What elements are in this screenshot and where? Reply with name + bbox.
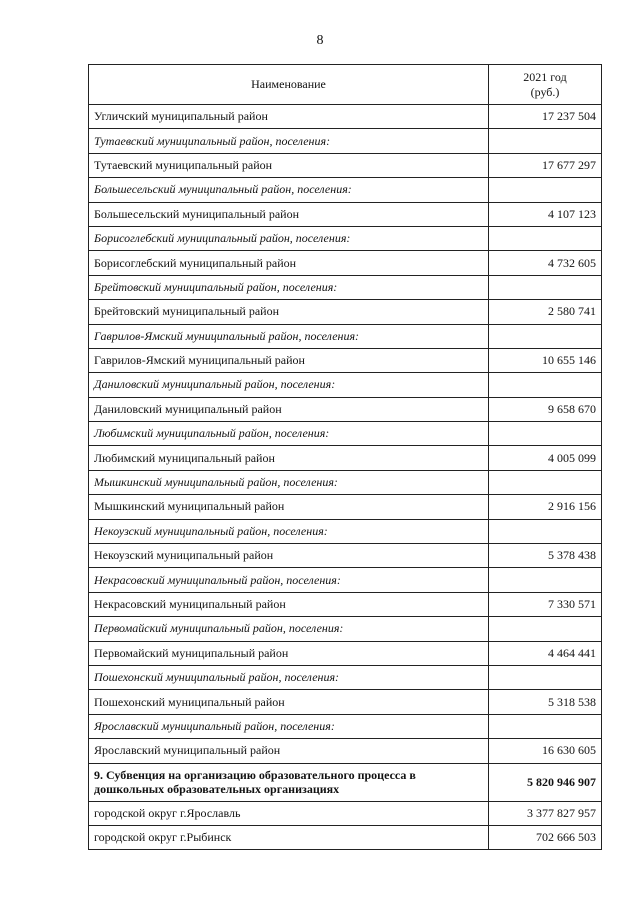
table-row xyxy=(89,153,602,177)
group-row xyxy=(89,470,602,494)
district-name: Большесельский муниципальный район xyxy=(89,202,489,226)
city-value: 702 666 503 xyxy=(489,825,602,849)
amount-cell xyxy=(489,714,602,738)
amount-cell xyxy=(489,275,602,299)
district-name: Мышкинский муниципальный район xyxy=(89,495,489,519)
group-label: Некоузский муниципальный район, поселения: xyxy=(89,519,489,543)
group-label: Борисоглебский муниципальный район, поселения: xyxy=(89,226,489,250)
group-row xyxy=(89,373,602,397)
amount-cell xyxy=(489,226,602,250)
amount-cell xyxy=(489,422,602,446)
group-label: Некрасовский муниципальный район, поселения: xyxy=(89,568,489,592)
table-row xyxy=(89,495,602,519)
table-body xyxy=(89,105,602,764)
city-row xyxy=(89,801,602,825)
table-row xyxy=(89,544,602,568)
amount-cell: 16 630 605 xyxy=(489,739,602,763)
table-header xyxy=(89,65,602,105)
group-label: Пошехонский муниципальный район, поселения: xyxy=(89,665,489,689)
header-unit: (руб.) xyxy=(530,84,560,99)
amount-cell xyxy=(489,129,602,153)
group-label: Мышкинский муниципальный район, поселения: xyxy=(89,470,489,494)
table-row xyxy=(89,641,602,665)
city-name: городской округ г.Ярославль xyxy=(89,801,489,825)
district-name: Даниловский муниципальный район xyxy=(89,397,489,421)
amount-cell xyxy=(489,519,602,543)
group-label: Даниловский муниципальный район, поселения: xyxy=(89,373,489,397)
table-row xyxy=(89,592,602,616)
amount-cell xyxy=(489,665,602,689)
amount-cell xyxy=(489,178,602,202)
amount-cell: 5 318 538 xyxy=(489,690,602,714)
table-row xyxy=(89,348,602,372)
group-row xyxy=(89,519,602,543)
district-name: Некоузский муниципальный район xyxy=(89,544,489,568)
group-row xyxy=(89,275,602,299)
amount-cell: 7 330 571 xyxy=(489,592,602,616)
subvention-title: 9. Субвенция на организацию образовательного процесса в дошкольных образовательных организациях xyxy=(89,763,489,801)
table-row xyxy=(89,300,602,324)
group-row xyxy=(89,226,602,250)
table-row xyxy=(89,690,602,714)
page-number: 8 xyxy=(316,33,324,48)
subvention-value: 5 820 946 907 xyxy=(489,763,602,801)
group-row xyxy=(89,178,602,202)
header-year xyxy=(489,65,602,105)
city-row xyxy=(89,825,602,849)
group-row xyxy=(89,324,602,348)
group-label: Большесельский муниципальный район, поселения: xyxy=(89,178,489,202)
district-name: Тутаевский муниципальный район xyxy=(89,153,489,177)
subvention-section xyxy=(89,763,602,849)
amount-cell: 17 677 297 xyxy=(489,153,602,177)
table-row xyxy=(89,202,602,226)
group-label: Гаврилов-Ямский муниципальный район, поселения: xyxy=(89,324,489,348)
district-name: Брейтовский муниципальный район xyxy=(89,300,489,324)
amount-cell: 5 378 438 xyxy=(489,544,602,568)
amount-cell xyxy=(489,373,602,397)
amount-cell: 10 655 146 xyxy=(489,348,602,372)
district-name: Угличский муниципальный район xyxy=(89,105,489,129)
amount-cell: 4 732 605 xyxy=(489,251,602,275)
budget-table xyxy=(88,64,602,850)
table-row xyxy=(89,251,602,275)
district-name: Ярославский муниципальный район xyxy=(89,739,489,763)
amount-cell: 17 237 504 xyxy=(489,105,602,129)
amount-cell xyxy=(489,617,602,641)
table-row xyxy=(89,105,602,129)
group-row xyxy=(89,665,602,689)
district-name: Пошехонский муниципальный район xyxy=(89,690,489,714)
amount-cell: 9 658 670 xyxy=(489,397,602,421)
amount-cell: 4 107 123 xyxy=(489,202,602,226)
city-value: 3 377 827 957 xyxy=(489,801,602,825)
amount-cell xyxy=(489,324,602,348)
group-label: Первомайский муниципальный район, поселения: xyxy=(89,617,489,641)
amount-cell xyxy=(489,568,602,592)
district-name: Борисоглебский муниципальный район xyxy=(89,251,489,275)
group-row xyxy=(89,422,602,446)
group-label: Ярославский муниципальный район, поселения: xyxy=(89,714,489,738)
group-row xyxy=(89,714,602,738)
group-label: Любимский муниципальный район, поселения: xyxy=(89,422,489,446)
subvention-row xyxy=(89,763,602,801)
district-name: Некрасовский муниципальный район xyxy=(89,592,489,616)
group-label: Тутаевский муниципальный район, поселения: xyxy=(89,129,489,153)
district-name: Гаврилов-Ямский муниципальный район xyxy=(89,348,489,372)
group-row xyxy=(89,617,602,641)
table-row xyxy=(89,446,602,470)
group-label: Брейтовский муниципальный район, поселения: xyxy=(89,275,489,299)
group-row xyxy=(89,568,602,592)
header-name: Наименование xyxy=(89,65,489,105)
header-year-label: 2021 год xyxy=(523,69,567,84)
amount-cell: 2 580 741 xyxy=(489,300,602,324)
group-row xyxy=(89,129,602,153)
amount-cell xyxy=(489,470,602,494)
amount-cell: 2 916 156 xyxy=(489,495,602,519)
amount-cell: 4 464 441 xyxy=(489,641,602,665)
city-name: городской округ г.Рыбинск xyxy=(89,825,489,849)
table-row xyxy=(89,739,602,763)
table-row xyxy=(89,397,602,421)
amount-cell: 4 005 099 xyxy=(489,446,602,470)
district-name: Первомайский муниципальный район xyxy=(89,641,489,665)
district-name: Любимский муниципальный район xyxy=(89,446,489,470)
